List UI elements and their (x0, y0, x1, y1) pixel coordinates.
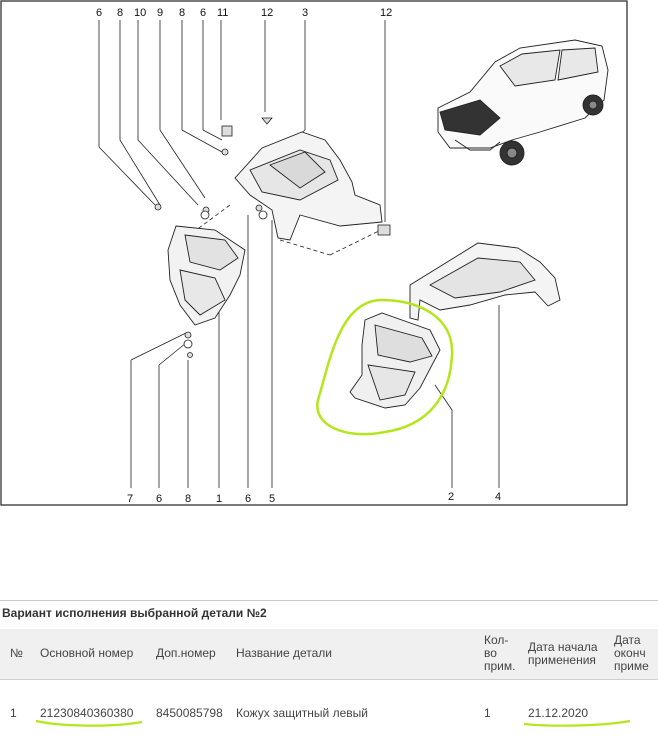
col-header-end-line1: Дата (614, 633, 641, 648)
callout-bottom-5[interactable]: 6 (245, 493, 252, 505)
cell-main-number[interactable] (34, 679, 150, 746)
cell-start-date (522, 679, 608, 746)
variant-table-header (0, 629, 658, 679)
col-header-part-name[interactable]: Название детали (230, 629, 478, 679)
underline-mark (34, 718, 144, 728)
callout-bottom-6[interactable]: 5 (269, 493, 276, 505)
main-number-text: 21230840360380 (40, 705, 134, 720)
start-date-text: 21.12.2020 (528, 705, 589, 720)
col-header-start-line1: Дата начала (528, 639, 598, 654)
callout-top-9[interactable]: 3 (302, 7, 309, 19)
callout-bottom-2[interactable]: 6 (156, 493, 163, 505)
callout-top-10[interactable]: 12 (380, 7, 393, 19)
start-date-highlight (528, 706, 588, 720)
callout-bottom-8[interactable]: 4 (495, 491, 502, 503)
callout-top-3[interactable]: 10 (134, 7, 147, 19)
callout-top-2[interactable]: 8 (117, 7, 124, 19)
callout-bottom-1[interactable]: 7 (127, 493, 134, 505)
col-header-start-date[interactable] (522, 629, 608, 679)
callout-top-5[interactable]: 8 (179, 7, 186, 19)
callout-bottom-3[interactable]: 8 (185, 493, 192, 505)
callout-bottom-4[interactable]: 1 (216, 493, 223, 505)
cell-qty: 1 (484, 705, 491, 720)
table-row[interactable] (0, 679, 658, 746)
cell-part-name: Кожух защитный левый (236, 705, 368, 720)
col-header-qty-line3: прим. (484, 659, 516, 674)
variant-table-wrap (0, 629, 658, 748)
variant-section-title: Вариант исполнения выбранной детали №2 (2, 606, 267, 620)
callout-top-4[interactable]: 9 (157, 7, 164, 19)
cell-extra-number[interactable]: 8450085798 (156, 705, 223, 720)
callout-top-1[interactable]: 6 (96, 7, 103, 19)
col-header-start-line2: применения (528, 652, 596, 667)
col-header-main-number[interactable]: Основной номер (34, 629, 150, 679)
callout-top-6[interactable]: 6 (200, 7, 207, 19)
col-header-qty-line2: во (484, 646, 497, 661)
variant-table (0, 629, 658, 746)
col-header-num[interactable]: № (0, 629, 34, 679)
callout-top-7[interactable]: 11 (217, 7, 229, 19)
section-divider (0, 600, 658, 601)
cell-end-date (608, 679, 658, 746)
callout-top-8[interactable]: 12 (261, 7, 274, 19)
col-header-end-line2: оконч (614, 646, 646, 661)
col-header-end-line3: приме (614, 659, 649, 674)
col-header-qty[interactable] (478, 629, 522, 679)
callout-bottom-7[interactable]: 2 (448, 491, 455, 503)
main-number-highlight (40, 706, 133, 720)
col-header-extra-number[interactable]: Доп.номер (150, 629, 230, 679)
col-header-end-date[interactable] (608, 629, 658, 679)
underline-mark (522, 718, 632, 728)
cell-num: 1 (10, 705, 17, 720)
col-header-qty-line1: Кол- (484, 633, 509, 648)
